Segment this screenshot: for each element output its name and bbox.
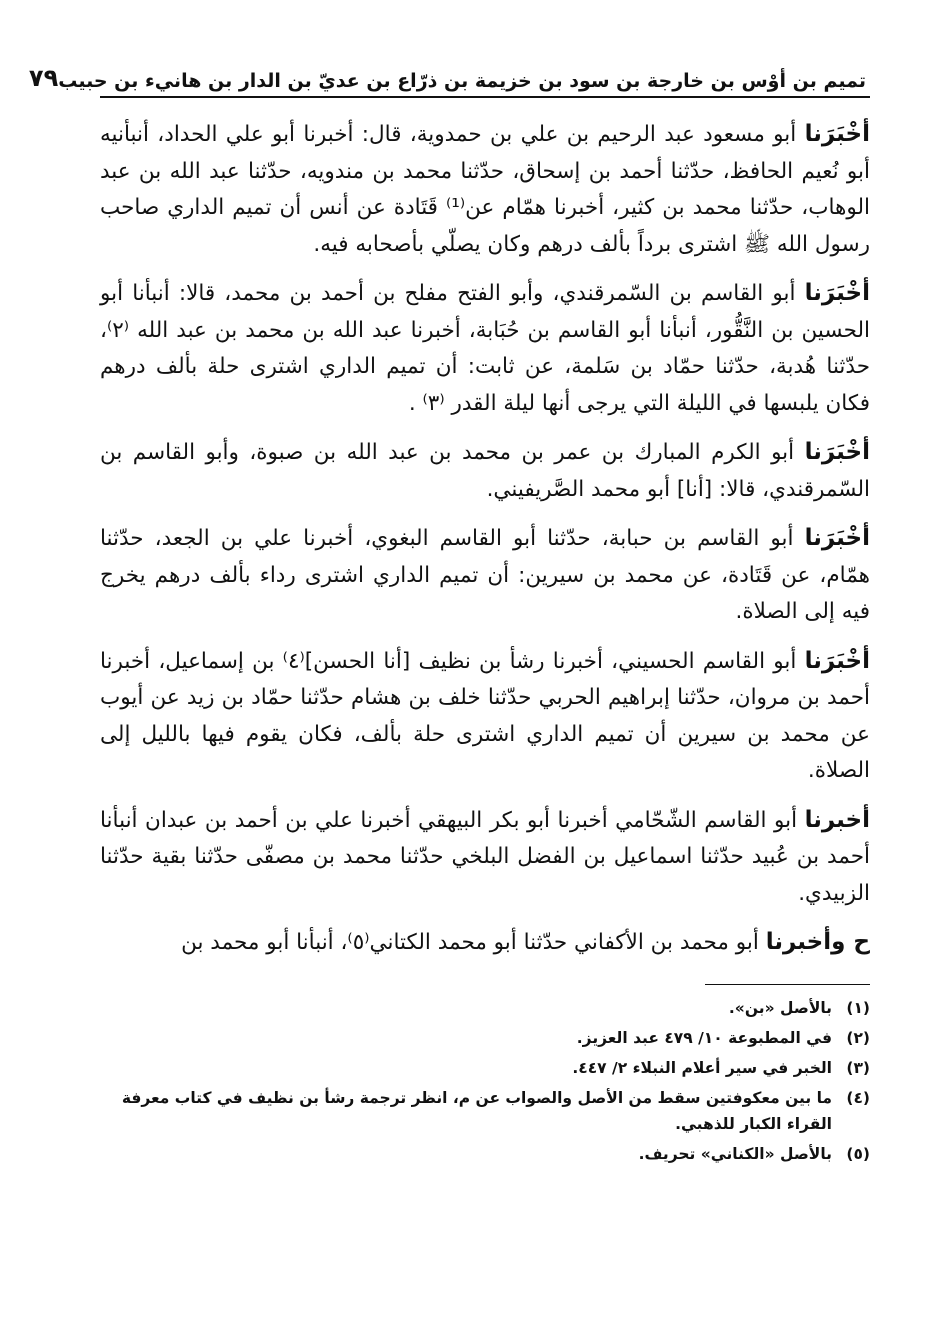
paragraph-6 [100,802,870,913]
footnote-number: (١) [846,998,870,1017]
paragraph-7 [100,924,870,962]
footnotes [100,995,870,1167]
paragraph-2 [100,275,870,422]
footnote-separator [705,984,870,985]
paragraph-lead: أخْبَرَنا [804,647,870,674]
footnote [100,1055,870,1081]
paragraph-text: أبو القاسم الحسيني، أخبرنا رشأ بن نظيف [أنا الحسن]⁽٤⁾ بن إسماعيل، أخبرنا أحمد بن مروان، حدّثنا إبراهيم الحربي حدّثنا خلف بن هشام حدّثنا حمّاد بن زيد عن أيوب عن محمد بن سيرين أن تميم الداري اشترى حلة بألف، فكان يقوم فيها بالليل إلى الصلاة. [100,648,870,783]
paragraph-lead: أخبرنا [804,806,870,833]
paragraph-lead: أخْبَرَنا [804,121,870,147]
page-header [28,52,870,92]
paragraph-5 [100,643,870,790]
footnote-text: في المطبوعة ١٠/ ٤٧٩ عبد العزيز. [576,1028,832,1047]
paragraph-text: أبو القاسم بن حبابة، حدّثنا أبو القاسم البغوي، أخبرنا علي بن الجعد، حدّثنا همّام، عن قَتَادة، عن محمد بن سيرين: أن تميم الداري اشترى رداء بألف درهم يخرج فيه إلى الصلاة. [100,526,870,624]
paragraph-1 [100,116,870,263]
page-number: ٧٩ [28,64,59,92]
paragraph-lead: أخْبَرَنا [804,439,870,465]
header-rule [100,96,870,98]
footnote-text: ما بين معكوفتين سقط من الأصل والصواب عن م، انظر ترجمة رشأ بن نظيف في كتاب معرفة القراء الكبار للذهبي. [121,1088,832,1133]
paragraph-text: أبو القاسم بن السّمرقندي، وأبو الفتح مفلح بن أحمد بن محمد، قالا: أنبأنا أبو الحسين بن النَّقُّور، أنبأنا أبو القاسم بن حُبَابة، أخبرنا عبد الله بن محمد بن عبد الله ⁽٢⁾، حدّثنا هُدبة، حدّثنا حمّاد بن سَلمة، عن ثابت: أن تميم الداري اشترى حلة بألف درهم فكان يلبسها في الليلة التي يرجى أنها ليلة القدر ⁽٣⁾ . [100,281,870,416]
footnote-text: بالأصل «الكناني» تحريف. [638,1144,832,1163]
paragraph-4 [100,520,870,631]
footnote-number: (٢) [846,1028,870,1047]
paragraph-lead: ح وأخبرنا [765,929,870,955]
paragraph-text: أبو محمد بن الأكفاني حدّثنا أبو محمد الكتاني⁽٥⁾، أنبأنا أبو محمد بن [181,930,766,955]
paragraph-text: أبو الكرم المبارك بن عمر بن محمد بن عبد الله بن صبوة، وأبو القاسم بن السّمرقندي، قالا: [أنا] أبو محمد الصَّريفيني. [100,440,870,502]
paragraph-3 [100,434,870,508]
footnote-text: بالأصل «بن». [728,998,832,1017]
footnote-number: (٥) [846,1144,870,1163]
footnote [100,1025,870,1051]
paragraph-lead: أخْبَرَنا [804,280,870,306]
footnote-text: الخبر في سير أعلام النبلاء ٢/ ٤٤٧. [572,1058,832,1077]
footnote-number: (٣) [846,1058,870,1077]
footnote [100,1141,870,1167]
paragraph-lead: أخْبَرَنا [804,525,870,551]
paragraph-text: أبو مسعود عبد الرحيم بن علي بن حمدوية، قال: أخبرنا أبو علي الحداد، أنبأنيه أبو نُعيم الحافظ، حدّثنا أحمد بن إسحاق، حدّثنا محمد بن مندويه، حدّثنا عبد الله بن عبد الوهاب، حدّثنا محمد بن كثير، أخبرنا همّام عن⁽¹⁾ قَتَادة عن أنس أن تميم الداري صاحب رسول الله ﷺ اشترى برداً بألف درهم وكان يصلّي بأصحابه فيه. [100,122,870,257]
footnote [100,1085,870,1137]
main-text [100,116,870,962]
paragraph-text: أبو القاسم الشّحّامي أخبرنا أبو بكر البيهقي أخبرنا علي بن أحمد بن عبدان أنبأنا أحمد بن عُبيد حدّثنا اسماعيل بن الفضل البلخي حدّثنا محمد بن مصفّى حدّثنا بقية حدّثنا الزبيدي. [100,807,870,906]
footnote-number: (٤) [846,1088,870,1107]
footnote [100,995,870,1021]
book-page [28,52,870,1302]
running-title: تميم بن أوْس بن خارجة بن سود بن خزيمة بن ذرّاع بن عديّ بن الدار بن هانيء بن حبيب [58,70,866,92]
